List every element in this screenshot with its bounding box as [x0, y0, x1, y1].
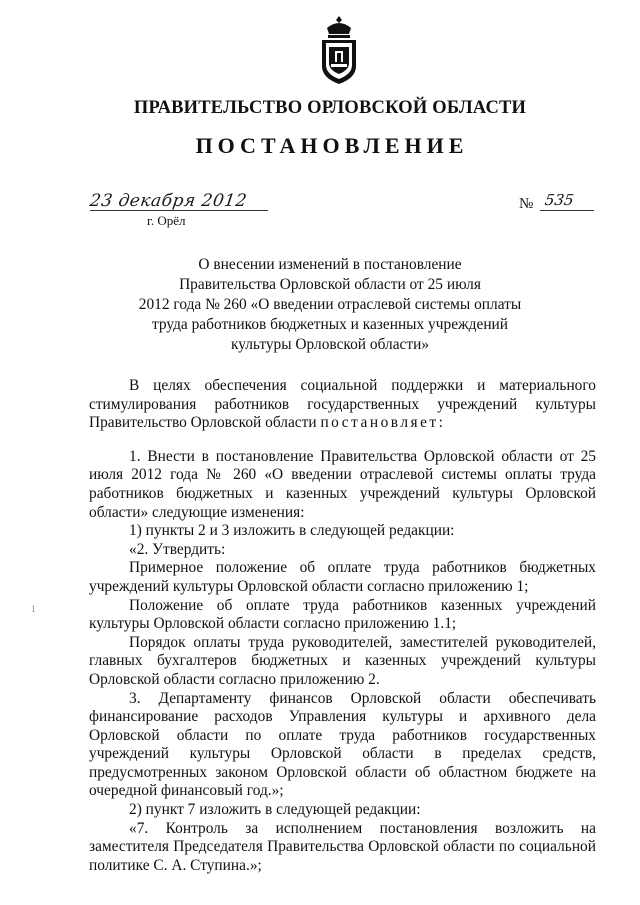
government-title: ПРАВИТЕЛЬСТВО ОРЛОВСКОЙ ОБЛАСТИ: [133, 98, 527, 118]
city-label: г. Орёл: [147, 213, 186, 228]
paragraph-9: «7. Контроль за исполнением постановления возложить на заместителя Председателя Правительства Орловской области по социальной политике С. А. Ступина.»;: [89, 819, 596, 874]
subject-line: культуры Орловской области»: [230, 336, 430, 353]
paragraph-2: 1) пункты 2 и 3 изложить в следующей редакции:: [129, 522, 455, 540]
paragraph-7: 3. Департаменту финансов Орловской области обеспечивать финансирование расходов Управления культуры и архивного дела Орловской области по оплате труда работников государственных учреждений культуры Орловской области в пределах средств, предусмотренных законом Орловской области об областном бюджете на очередной финансовый год.»;: [89, 689, 596, 800]
handwritten-date: 23 декабря 2012: [88, 191, 249, 211]
paragraph-4: Примерное положение об оплате труда работников бюджетных учреждений культуры Орловской области согласно приложению 1;: [89, 559, 596, 595]
subject-line: 2012 года № 260 «О введении отраслевой системы оплаты: [138, 296, 522, 313]
subject-line: О внесении изменений в постановление: [198, 256, 462, 273]
paragraph-1: 1. Внести в постановление Правительства Орловской области от 25 июля 2012 года № 260 «О введении отраслевой системы оплаты труда работников бюджетных и казенных учреждений культуры Орловской области» следующие изменения:: [89, 447, 596, 521]
preamble-paragraph: [89, 377, 596, 433]
handwritten-number: 535: [543, 191, 575, 209]
preamble-text: В целях обеспечения социальной поддержки и материального стимулирования работников государственных учреждений культуры Правительство Орловской области: [89, 377, 596, 432]
paragraph-3: «2. Утвердить:: [129, 540, 226, 558]
paragraph-8: 2) пункт 7 изложить в следующей редакции:: [129, 801, 421, 819]
subject-line: Правительства Орловской области от 25 июля: [179, 276, 481, 293]
preamble-decision-word: постановляет:: [320, 414, 446, 432]
document-subject: [120, 255, 540, 355]
paragraph-6: Порядок оплаты труда руководителей, заместителей руководителей, главных бухгалтеров бюджетных и казенных учреждений культуры Орловской области согласно приложению 2.: [89, 633, 596, 688]
date-underline: [90, 210, 268, 211]
subject-line: труда работников бюджетных и казенных учреждений: [151, 316, 509, 333]
number-underline: [540, 210, 594, 211]
coat-of-arms-emblem: [317, 14, 361, 86]
number-label: №: [519, 196, 534, 212]
margin-mark: 1: [31, 604, 36, 614]
paragraph-5: Положение об оплате труда работников казенных учреждений культуры Орловской области согласно приложению 1.1;: [89, 596, 596, 633]
document-body: [89, 377, 596, 875]
document-type-title: ПОСТАНОВЛЕНИЕ: [195, 133, 469, 158]
